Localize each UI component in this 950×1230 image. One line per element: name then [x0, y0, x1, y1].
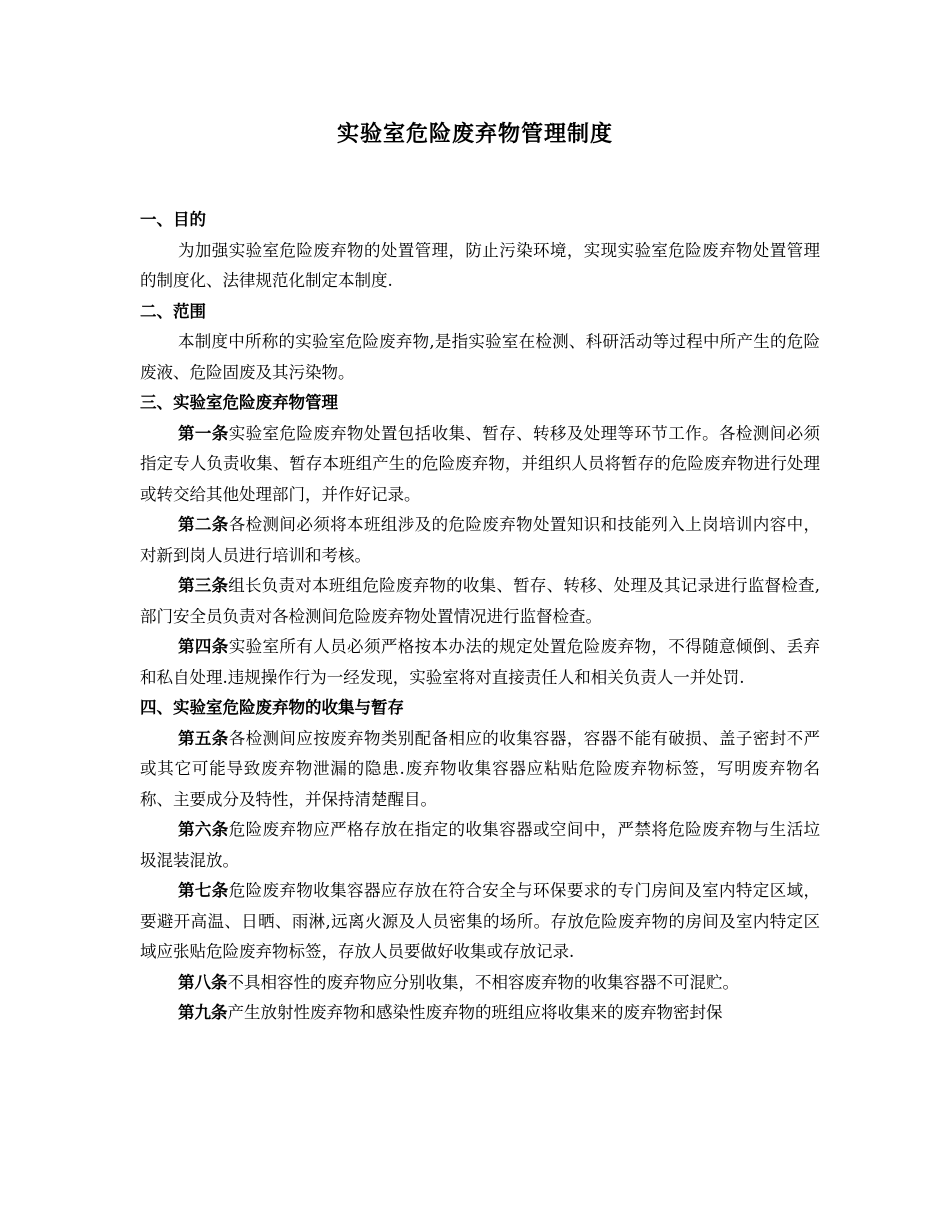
document-title: 实验室危险废弃物管理制度 [336, 122, 613, 147]
article-paragraph [140, 571, 820, 632]
paragraph [140, 327, 820, 388]
article-label: 第六条 [178, 820, 229, 839]
article-paragraph [140, 876, 820, 968]
article-label: 第八条 [178, 972, 228, 992]
article-text: 不具相容性的废弃物应分别收集，不相容废弃物的收集容器不可混贮。 [227, 972, 739, 992]
article-text: 各检测间必须将本班组涉及的危险废弃物处置知识和技能列入上岗培训内容中，对新到岗人员进行培训和考核。 [140, 515, 821, 565]
article-label: 第七条 [178, 881, 229, 900]
article-text: 各检测间应按废弃物类别配备相应的收集容器，容器不能有破损、盖子密封不严或其它可能导致废弃物泄漏的隐患.废弃物收集容器应粘贴危险废弃物标签，写明废弃物名称、主要成分及特性，并保持清楚醒目。 [140, 728, 821, 809]
article-label: 第三条 [178, 576, 229, 595]
article-text: 危险废弃物应严格存放在指定的收集容器或空间中，严禁将危险废弃物与生活垃圾混装混放。 [140, 820, 821, 870]
article-paragraph [140, 632, 820, 693]
article-paragraph [140, 968, 820, 999]
document-body [140, 205, 820, 1029]
article-paragraph [140, 815, 820, 876]
article-text: 危险废弃物收集容器应存放在符合安全与环保要求的专门房间及室内特定区域，要避开高温、日晒、雨淋,远离火源及人员密集的场所。存放危险废弃物的房间及室内特定区域应张贴危险废弃物标签，存放人员要做好收集或存放记录. [140, 881, 821, 961]
article-paragraph [140, 724, 820, 816]
article-text: 产生放射性废弃物和感染性废弃物的班组应将收集来的废弃物密封保 [227, 1003, 723, 1022]
article-text: 实验室危险废弃物处置包括收集、暂存、转移及处理等环节工作。各检测间必须指定专人负责收集、暂存本班组产生的危险废弃物，并组织人员将暂存的危险废弃物进行处理或转交给其他处理部门，并作好记录。 [140, 423, 821, 504]
article-label: 第一条 [178, 423, 229, 443]
article-paragraph [140, 419, 820, 511]
article-text: 实验室所有人员必须严格按本办法的规定处置危险废弃物，不得随意倾倒、丢弃和私自处理.违规操作行为一经发现，实验室将对直接责任人和相关负责人一并处罚. [140, 637, 821, 687]
article-label: 第九条 [178, 1003, 228, 1022]
article-paragraph [140, 510, 820, 571]
paragraph-text: 为加强实验室危险废弃物的处置管理，防止污染环境，实现实验室危险废弃物处置管理的制度化、法律规范化制定本制度. [140, 240, 820, 290]
article-paragraph [140, 998, 820, 1029]
article-label: 第四条 [178, 637, 229, 656]
article-text: 组长负责对本班组危险废弃物的收集、暂存、转移、处理及其记录进行监督检查,部门安全员负责对各检测间危险废弃物处置情况进行监督检查。 [140, 576, 821, 626]
section-heading-collection-storage: 四、实验室危险废弃物的收集与暂存 [140, 698, 404, 717]
section-heading-scope: 二、范围 [140, 301, 206, 321]
paragraph [140, 236, 820, 297]
article-label: 第五条 [178, 728, 229, 748]
paragraph-text: 本制度中所称的实验室危险废弃物,是指实验室在检测、科研活动等过程中所产生的危险废液、危险固废及其污染物。 [140, 332, 820, 382]
section-heading-purpose: 一、目的 [140, 210, 206, 229]
article-label: 第二条 [178, 515, 229, 534]
section-heading-management: 三、实验室危险废弃物管理 [140, 393, 338, 412]
